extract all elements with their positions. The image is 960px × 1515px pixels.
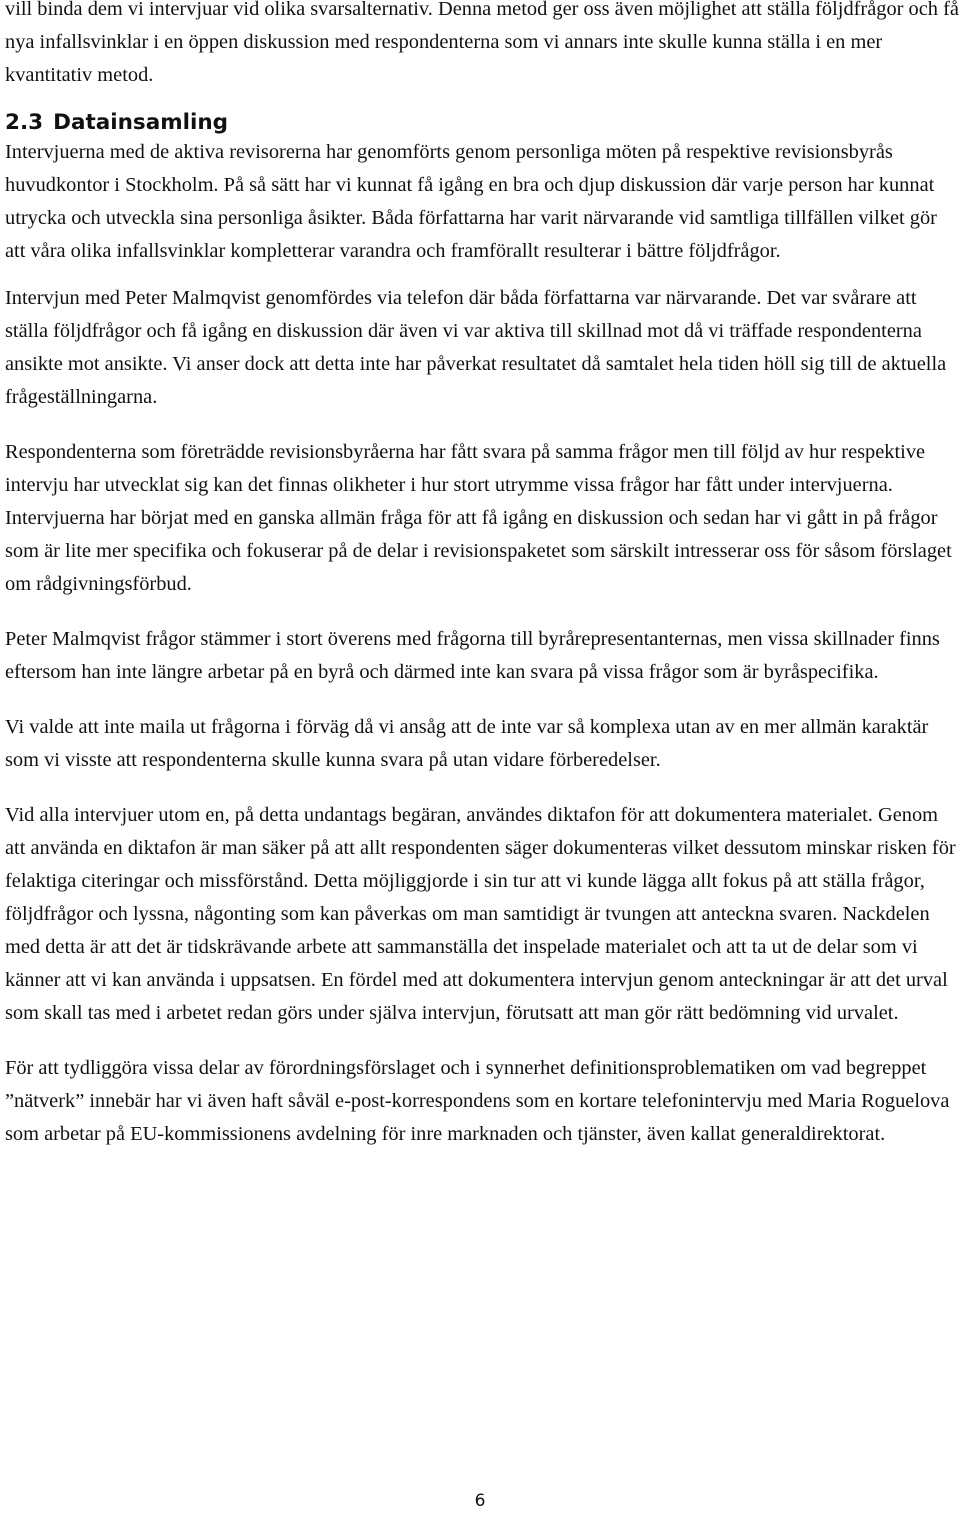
- paragraph-3: Respondenterna som företrädde revisionsbyråerna har fått svara på samma frågor men till följd av hur respektive intervju har utvecklat sig kan det finnas olikheter i hur stort utrymme vissa frågor har fått under intervjuerna. Intervjuerna har börjat med en ganska allmän fråga för att få igång en diskussion och sedan har vi gått in på frågor som är lite mer specifika och fokuserar på de delar i revisionspaketet som särskilt intresserar oss för såsom förslaget om rådgivningsförbud.: [5, 441, 952, 595]
- paragraph-intro: vill binda dem vi intervjuar vid olika svarsalternativ. Denna metod ger oss även möjlighet att ställa följdfrågor och få nya infallsvinklar i en öppen diskussion med respondenterna som vi annars inte skulle kunna ställa i en mer kvantitativ metod.: [5, 0, 959, 86]
- section-number: 2.3: [5, 110, 44, 135]
- paragraph-5: Vi valde att inte maila ut frågorna i förväg då vi ansåg att de inte var så komplexa utan av en mer allmän karaktär som vi visste att respondenterna skulle kunna svara på utan vidare förberedelser.: [5, 716, 929, 771]
- paragraph-2: Intervjun med Peter Malmqvist genomfördes via telefon där båda författarna var närvarande. Det var svårare att ställa följdfrågor och få igång en diskussion där även vi var aktiva till skillnad mot då vi träffade respondenterna ansikte mot ansikte. Vi anser dock att detta inte har påverkat resultatet då samtalet hela tiden höll sig till de aktuella frågeställningarna.: [5, 287, 947, 408]
- document-body: [5, 0, 960, 1151]
- section-title: Datainsamling: [53, 110, 229, 135]
- paragraph-1: Intervjuerna med de aktiva revisorerna har genomförts genom personliga möten på respektive revisionsbyrås huvudkontor i Stockholm. På så sätt har vi kunnat få igång en bra och djup diskussion där varje person har kunnat utrycka och utveckla sina personliga åsikter. Båda författarna har varit närvarande vid samtliga tillfällen vilket gör att våra olika infallsvinklar kompletterar varandra och framförallt resulterar i bättre följdfrågor.: [5, 141, 937, 262]
- page-number: 6: [474, 1491, 486, 1511]
- paragraph-6: Vid alla intervjuer utom en, på detta undantags begäran, användes diktafon för att dokumentera materialet. Genom att använda en diktafon är man säker på att allt respondenten säger dokumenteras vilket dessutom minskar risken för felaktiga citeringar och missförstånd. Detta möjliggjorde i sin tur att vi kunde lägga allt fokus på att ställa frågor, följdfrågor och lyssna, någonting som kan påverkas om man samtidigt är tvungen att anteckna svaren. Nackdelen med detta är att det är tidskrävande arbete att sammanställa det inspelade materialet och att ta ut de delar som vi känner att vi kan använda i uppsatsen. En fördel med att dokumentera intervjun genom anteckningar är att det urval som skall tas med i arbetet redan görs under själva intervjun, förutsatt att man gör rätt bedömning vid urvalet.: [5, 804, 956, 1024]
- paragraph-7: För att tydliggöra vissa delar av förordningsförslaget och i synnerhet definitionsproblematiken om vad begreppet ”nätverk” innebär har vi även haft såväl e-post-korrespondens som en kortare telefonintervju med Maria Roguelova som arbetar på EU-kommissionens avdelning för inre marknaden och tjänster, även kallat generaldirektorat.: [5, 1057, 950, 1145]
- paragraph-4: Peter Malmqvist frågor stämmer i stort överens med frågorna till byrårepresentanternas, men vissa skillnader finns eftersom han inte längre arbetar på en byrå och därmed inte kan svara på vissa frågor som är byråspecifika.: [5, 628, 940, 683]
